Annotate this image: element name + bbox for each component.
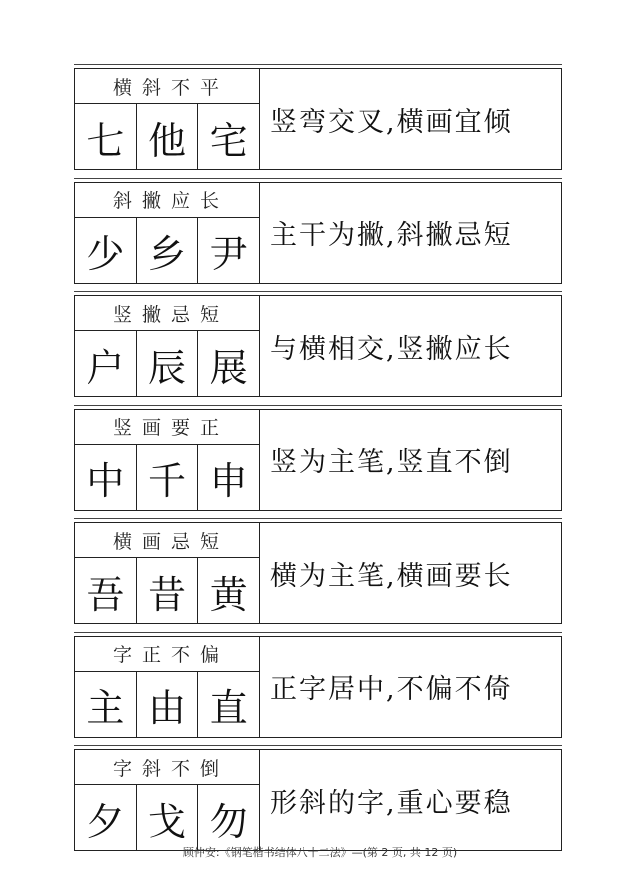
example-chars [75,785,259,851]
rule-description: 正字居中,不偏不倚 [260,636,562,738]
rule-title: 横斜不平 [75,69,259,104]
rule-title: 斜撇应长 [75,183,259,218]
rule-left-panel [74,295,260,397]
example-char: 夕 [75,785,137,851]
example-char: 吾 [75,558,137,624]
example-chars [75,558,259,624]
example-chars [75,218,259,284]
rule-block [74,409,562,513]
rule-block [74,636,562,740]
example-char: 直 [209,686,248,730]
rule-left-panel [74,182,260,284]
rule-description: 主干为撇,斜撇忌短 [260,182,562,284]
rule-left-panel [74,409,260,511]
rule-title: 竖画要正 [75,410,259,445]
example-char: 乡 [137,218,199,284]
rule-block [74,68,562,172]
rule-description: 竖弯交叉,横画宜倾 [260,68,562,170]
example-char: 他 [137,104,199,170]
example-char: 户 [75,331,137,397]
example-char: 主 [75,672,137,738]
rule-left-panel [74,522,260,624]
rule-block [74,295,562,399]
rule-description: 横为主笔,横画要长 [260,522,562,624]
rule-title: 横画忌短 [75,523,259,558]
example-char: 尹 [209,232,248,276]
rule-title: 竖撇忌短 [75,296,259,331]
rule-left-panel [74,749,260,851]
rule-left-panel [74,68,260,170]
rule-title: 字正不偏 [75,637,259,672]
page-footer: 顾仲安:《钢笔楷书结体八十二法》—(第 2 页, 共 12 页) [182,846,458,859]
calligraphy-sheet [74,68,562,863]
example-char: 黄 [209,572,248,617]
example-char: 申 [209,459,248,503]
example-char: 少 [75,218,137,284]
rule-block [74,749,562,853]
rule-left-panel [74,636,260,738]
rule-block [74,182,562,286]
example-char: 中 [75,445,137,511]
example-char: 戈 [137,785,199,851]
example-char: 昔 [137,558,199,624]
example-char: 千 [137,445,199,511]
example-chars [75,104,259,170]
example-chars [75,445,259,511]
example-chars [75,331,259,397]
example-char: 勿 [209,799,248,844]
rule-title: 字斜不倒 [75,750,259,785]
rule-description: 竖为主笔,竖直不倒 [260,409,562,511]
example-char: 展 [209,345,248,390]
rule-block [74,522,562,626]
example-char: 辰 [137,331,199,397]
example-char: 由 [137,672,199,738]
rule-description: 与横相交,竖撇应长 [260,295,562,397]
example-char: 宅 [209,118,248,163]
example-char: 七 [75,104,137,170]
example-chars [75,672,259,738]
rule-description: 形斜的字,重心要稳 [260,749,562,851]
